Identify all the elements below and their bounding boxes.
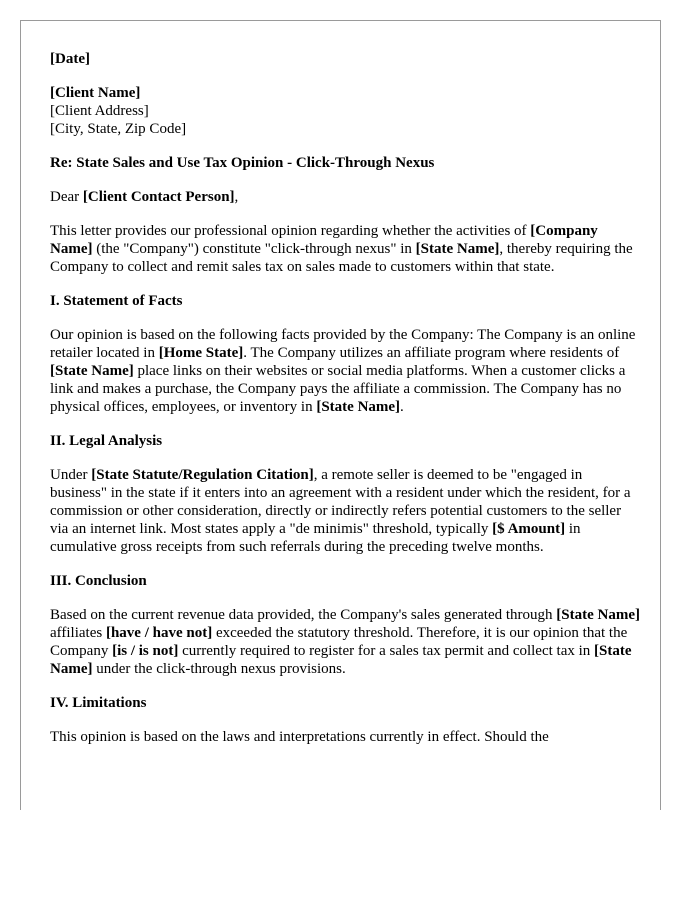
recipient-city-state-zip: [City, State, Zip Code] [50, 121, 187, 137]
legal-text-3: in cumulative gross receipts from such referrals during the preceding twelve months. [50, 521, 581, 555]
conclusion-state-name-2: [State Name] [50, 643, 632, 677]
limitations-text-1: This opinion is based on the laws and interpretations currently in effect. Should the [50, 729, 549, 745]
facts-text-4: . [400, 399, 404, 415]
subject-line: Re: State Sales and Use Tax Opinion - Click-Through Nexus [50, 155, 435, 171]
salutation-prefix: Dear [50, 189, 83, 205]
conclusion-have-option: [have / have not] [105, 625, 213, 641]
intro-company-name: [Company Name] [50, 223, 598, 257]
intro-text-1: This letter provides our professional opinion regarding whether the activities of [50, 223, 531, 239]
section-heading-conclusion: III. Conclusion [50, 573, 147, 589]
intro-text-3: , thereby requiring the Company to collect and remit sales tax on sales made to customers within that state. [50, 241, 633, 275]
conclusion-text-4: currently required to register for a sales tax permit and collect tax in [178, 643, 595, 659]
intro-paragraph [50, 222, 640, 276]
salutation-suffix: , [234, 189, 239, 205]
recipient-name: [Client Name] [50, 85, 141, 101]
section-heading-legal-analysis: II. Legal Analysis [50, 433, 163, 449]
recipient-address: [Client Address] [50, 103, 149, 119]
recipient-address-block [50, 84, 640, 138]
salutation-contact-name: [Client Contact Person] [82, 189, 235, 205]
section-heading-facts: I. Statement of Facts [50, 293, 183, 309]
conclusion-text-1: Based on the current revenue data provided, the Company's sales generated through [50, 607, 557, 623]
conclusion-paragraph [50, 606, 640, 678]
intro-state-name: [State Name] [415, 241, 500, 257]
facts-text-2: . The Company utilizes an affiliate program where residents of [243, 345, 620, 361]
legal-threshold-amount: [$ Amount] [492, 521, 566, 537]
conclusion-state-name-1: [State Name] [556, 607, 641, 623]
conclusion-text-5: under the click-through nexus provisions. [92, 661, 346, 677]
facts-state-name-1: [State Name] [50, 363, 134, 379]
facts-text-3: place links on their websites or social media platforms. When a customer clicks a link and makes a purchase, the Company pays the affiliate a commission. The Company has no physical offices, employees, or inventory in [50, 363, 626, 415]
letter-page [20, 20, 661, 810]
letter-date: [Date] [50, 51, 90, 67]
facts-home-state: [Home State] [158, 345, 244, 361]
facts-paragraph [50, 326, 640, 416]
conclusion-text-2: affiliates [50, 625, 106, 641]
letter-body [50, 50, 640, 762]
limitations-paragraph [50, 728, 640, 746]
intro-text-2: (the "Company") constitute "click-through nexus" in [92, 241, 416, 257]
legal-citation: [State Statute/Regulation Citation] [91, 467, 314, 483]
salutation [50, 188, 640, 206]
legal-text-1: Under [50, 467, 92, 483]
legal-analysis-paragraph [50, 466, 640, 556]
legal-text-2: , a remote seller is deemed to be "engaged in business" in the state if it enters into an agreement with a resident under which the resident, for a commission or other consideration, directly or indirectly refers potential customers to the seller via an internet link. Most states apply a "de minimis" threshold, typically [50, 467, 631, 537]
section-heading-limitations: IV. Limitations [50, 695, 147, 711]
facts-text-1: Our opinion is based on the following facts provided by the Company: The Company is an online retailer located in [50, 327, 636, 361]
conclusion-is-option: [is / is not] [112, 643, 179, 659]
facts-state-name-2: [State Name] [316, 399, 401, 415]
conclusion-text-3: exceeded the statutory threshold. Therefore, it is our opinion that the Company [50, 625, 628, 659]
